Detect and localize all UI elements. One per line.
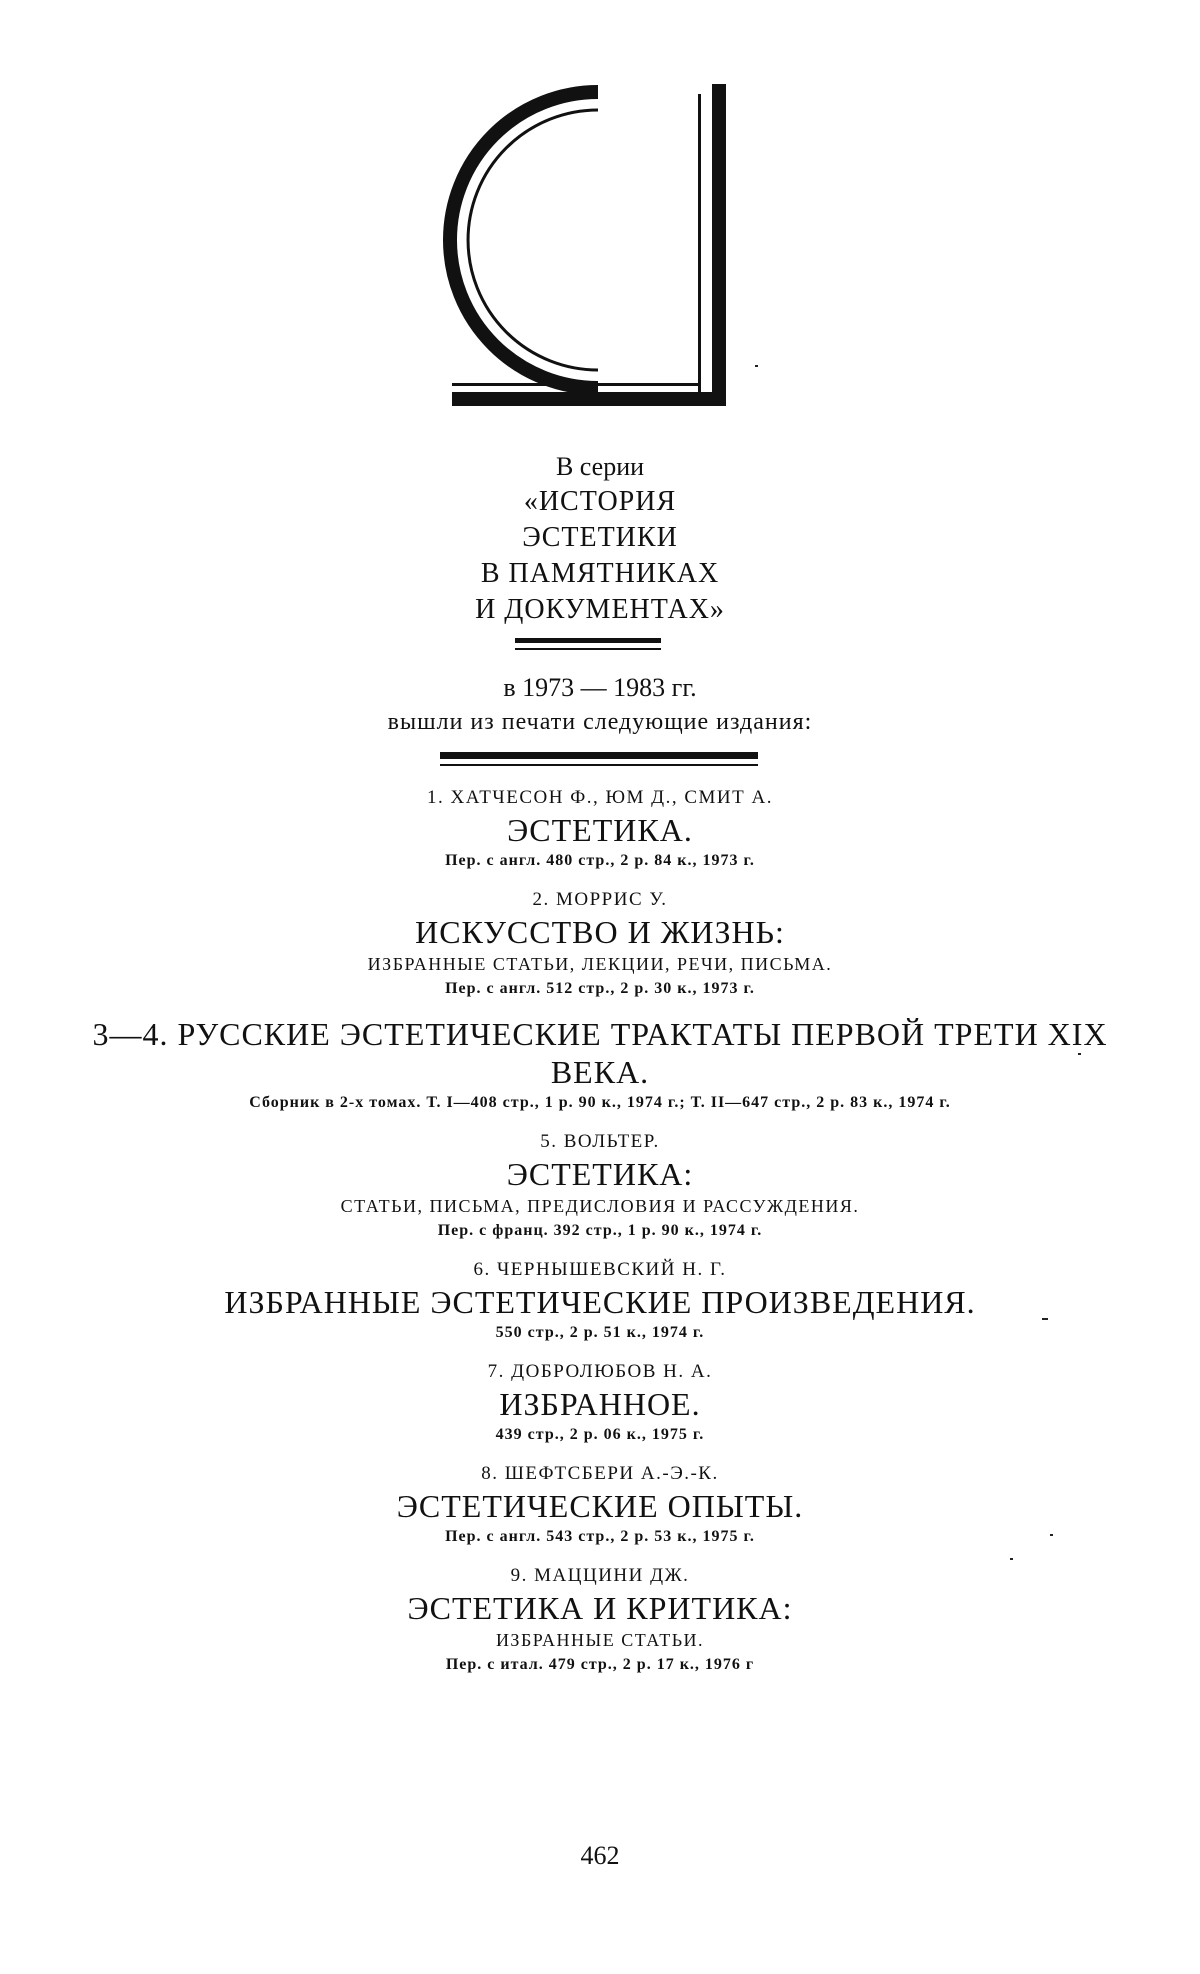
scan-speck	[755, 365, 758, 367]
scan-speck	[1050, 1534, 1053, 1536]
entry-title: ЭСТЕТИКА И КРИТИКА:	[407, 1590, 793, 1626]
list-item	[60, 1257, 1140, 1345]
series-title-line: ЭСТЕТИКИ	[522, 522, 678, 553]
entry-title: ЭСТЕТИКА.	[507, 812, 693, 848]
entry-author: 1. ХАТЧЕСОН Ф., ЮМ Д., СМИТ А.	[427, 787, 773, 808]
scan-speck	[1078, 1053, 1081, 1055]
entry-info: Пер. с англ. 512 стр., 2 р. 30 к., 1973 г.	[445, 980, 755, 997]
period-years: в 1973 — 1983 гг.	[503, 673, 697, 702]
entry-subtitle: СТАТЬИ, ПИСЬМА, ПРЕДИСЛОВИЯ И РАССУЖДЕНИЯ.	[340, 1196, 860, 1216]
scan-speck	[1042, 1318, 1048, 1320]
entry-info: 550 стр., 2 р. 51 к., 1974 г.	[495, 1324, 705, 1341]
scan-speck	[1010, 1558, 1013, 1560]
entry-info: 439 стр., 2 р. 06 к., 1975 г.	[495, 1426, 705, 1443]
entry-info: Пер. с франц. 392 стр., 1 р. 90 к., 1974 г.	[437, 1222, 763, 1239]
entry-author: 8. ШЕФТСБЕРИ А.-Э.-К.	[481, 1463, 719, 1484]
entry-title: ЭСТЕТИЧЕСКИЕ ОПЫТЫ.	[396, 1488, 804, 1524]
entry-author: 9. МАЦЦИНИ ДЖ.	[510, 1565, 690, 1586]
entry-author: 5. ВОЛЬТЕР.	[540, 1131, 660, 1152]
entry-subtitle: ИЗБРАННЫЕ СТАТЬИ, ЛЕКЦИИ, РЕЧИ, ПИСЬМА.	[367, 954, 833, 974]
entry-title: ЭСТЕТИКА:	[506, 1156, 694, 1192]
divider-short	[515, 638, 661, 652]
entry-subtitle: ИЗБРАННЫЕ СТАТЬИ.	[495, 1630, 705, 1650]
entry-author: 2. МОРРИС У.	[532, 889, 668, 910]
list-item	[60, 785, 1140, 873]
publication-list	[60, 785, 1140, 1691]
entry-title: ИЗБРАННЫЕ ЭСТЕТИЧЕСКИЕ ПРОИЗВЕДЕНИЯ.	[224, 1284, 976, 1320]
series-emblem-icon	[440, 80, 740, 410]
entry-author: 6. ЧЕРНЫШЕВСКИЙ Н. Г.	[473, 1259, 727, 1280]
divider-long	[440, 752, 758, 768]
list-item	[60, 1359, 1140, 1447]
page-number: 462	[580, 1841, 620, 1870]
list-item	[60, 1129, 1140, 1243]
entry-author: 7. ДОБРОЛЮБОВ Н. А.	[487, 1361, 713, 1382]
list-item	[60, 1563, 1140, 1677]
series-title-line: В ПАМЯТНИКАХ	[480, 558, 720, 589]
published-caption: вышли из печати следующие издания:	[387, 709, 813, 735]
list-item	[60, 1015, 1140, 1115]
entry-info: Пер. с англ. 543 стр., 2 р. 53 к., 1975 г.	[445, 1528, 755, 1545]
entry-title: ИСКУССТВО И ЖИЗНЬ:	[415, 914, 785, 950]
entry-info: Сборник в 2-х томах. Т. I—408 стр., 1 р. 90 к., 1974 г.; Т. II—647 стр., 2 р. 83 к., 1974 г.	[249, 1094, 951, 1111]
series-intro: В серии	[555, 452, 645, 481]
entry-info: Пер. с англ. 480 стр., 2 р. 84 к., 1973 г.	[445, 852, 755, 869]
entry-info: Пер. с итал. 479 стр., 2 р. 17 к., 1976 г	[445, 1656, 755, 1673]
entry-title: ИЗБРАННОЕ.	[499, 1386, 701, 1422]
entry-title: 3—4. РУССКИЕ ЭСТЕТИЧЕСКИЕ ТРАКТАТЫ ПЕРВОЙ ТРЕТИ XIX ВЕКА.	[92, 1016, 1108, 1090]
series-title-line: «ИСТОРИЯ	[523, 486, 677, 517]
series-title-line: И ДОКУМЕНТАХ»	[475, 594, 725, 625]
list-item	[60, 1461, 1140, 1549]
series-title	[0, 484, 1200, 628]
list-item	[60, 887, 1140, 1001]
